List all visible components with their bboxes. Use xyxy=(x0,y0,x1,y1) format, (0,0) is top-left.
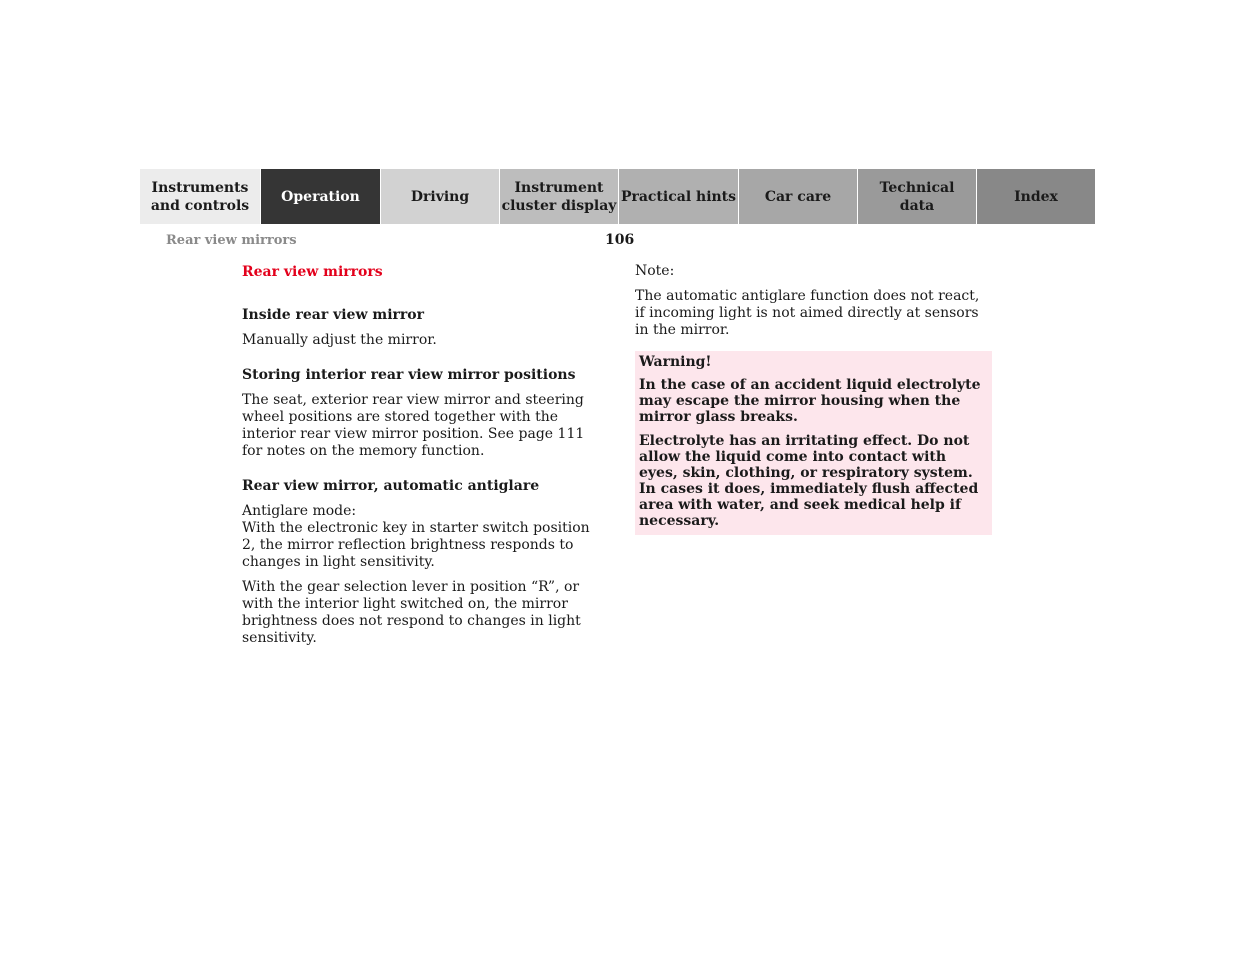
page-number: 106 xyxy=(605,232,635,248)
chapter-navigation xyxy=(140,169,1095,224)
section-title: Rear view mirrors xyxy=(242,264,383,280)
tab-instruments-and-controls[interactable]: Instruments and controls xyxy=(140,169,260,224)
running-head: Rear view mirrors xyxy=(166,233,297,248)
storing-positions-heading: Storing interior rear view mirror positions xyxy=(242,367,576,383)
antiglare-heading: Rear view mirror, automatic antiglare xyxy=(242,478,540,494)
antiglare-text-1: With the electronic key in starter switch position 2, the mirror reflection brightness responds to changes in light sensitivity. xyxy=(242,520,590,570)
tab-index[interactable]: Index xyxy=(976,169,1095,224)
tab-practical-hints[interactable]: Practical hints xyxy=(618,169,738,224)
tab-operation[interactable]: Operation xyxy=(260,169,380,224)
tab-driving[interactable]: Driving xyxy=(380,169,499,224)
tab-instrument-cluster-display[interactable]: Instrument cluster display xyxy=(499,169,618,224)
tab-car-care[interactable]: Car care xyxy=(738,169,857,224)
note-label: Note: xyxy=(635,263,675,279)
warning-paragraph-1: In the case of an accident liquid electrolyte may escape the mirror housing when the mirror glass breaks. xyxy=(639,377,981,425)
warning-paragraph-2: Electrolyte has an irritating effect. Do not allow the liquid come into contact with eyes, skin, clothing, or respiratory system. In cases it does, immediately flush affected area with water, and seek medical help if necessary. xyxy=(639,433,979,529)
antiglare-text-2: With the gear selection lever in position “R”, or with the interior light switched on, the mirror brightness does not respond to changes in light sensitivity. xyxy=(242,579,581,646)
right-column xyxy=(635,263,993,535)
antiglare-mode-label: Antiglare mode: xyxy=(242,503,357,519)
tab-technical-data[interactable]: Technical data xyxy=(857,169,976,224)
left-column xyxy=(242,263,604,655)
warning-title: Warning! xyxy=(639,354,712,370)
inside-mirror-heading: Inside rear view mirror xyxy=(242,307,424,323)
storing-positions-text: The seat, exterior rear view mirror and steering wheel positions are stored together with the interior rear view mirror position. See page 111 for notes on the memory function. xyxy=(242,392,585,459)
inside-mirror-text: Manually adjust the mirror. xyxy=(242,332,437,348)
warning-box xyxy=(635,351,992,535)
note-text: The automatic antiglare function does not react, if incoming light is not aimed directly at sensors in the mirror. xyxy=(635,288,980,338)
